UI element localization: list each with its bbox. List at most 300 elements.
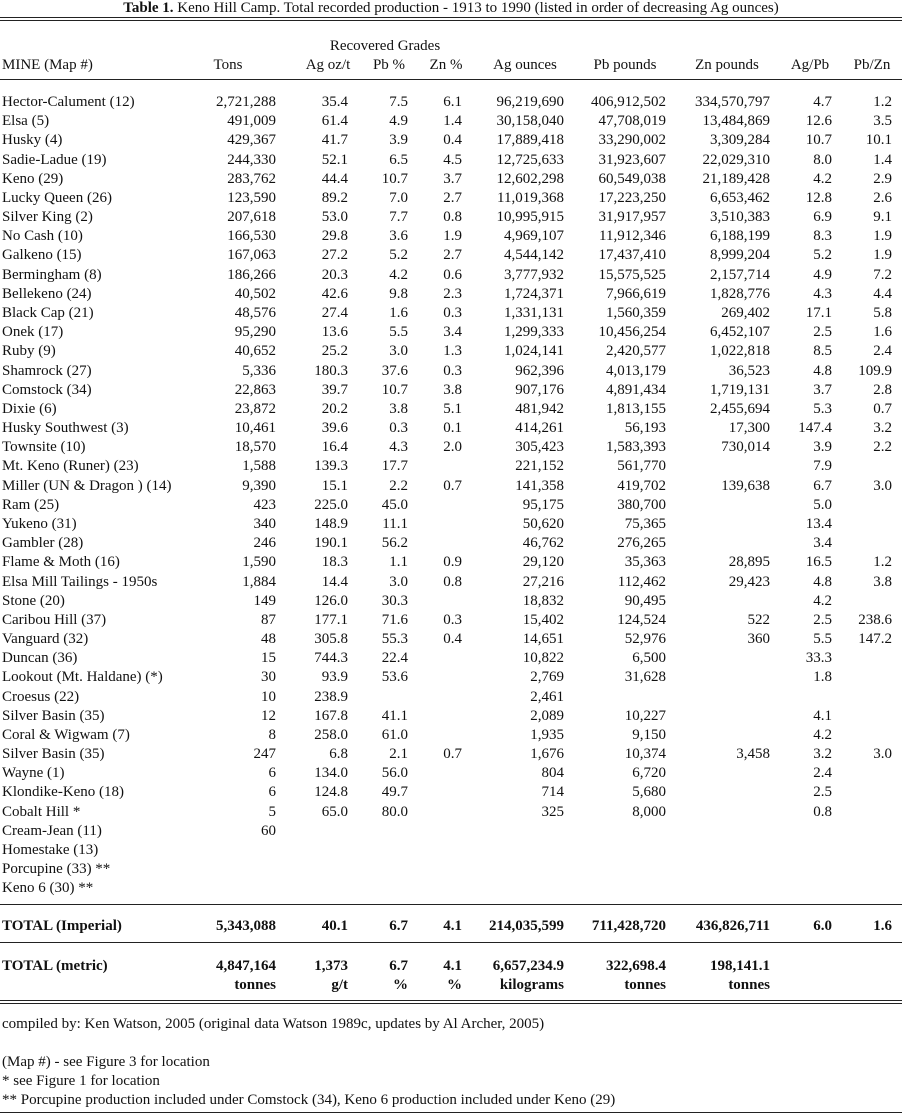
cell-zn-pounds: 28,895 <box>728 554 770 570</box>
cell-pb-grade: 30.3 <box>381 593 408 609</box>
total-metric-pb-pounds: 322,698.4 <box>606 958 666 974</box>
total-imperial-zn-pounds: 436,826,711 <box>695 918 770 934</box>
cell-tons: 95,290 <box>234 324 276 340</box>
cell-pb-grade: 4.3 <box>389 439 408 455</box>
cell-pb-pounds: 17,223,250 <box>598 190 666 206</box>
cell-ag-grade: 20.3 <box>321 267 348 283</box>
cell-ag-ounces: 141,358 <box>515 478 564 494</box>
cell-ag-ounces: 1,935 <box>530 727 564 743</box>
table-title <box>0 0 902 17</box>
bottom-rule-2 <box>0 1003 902 1004</box>
cell-pb-zn: 2.8 <box>873 382 892 398</box>
cell-ag-grade: 39.7 <box>321 382 348 398</box>
cell-pb-grade: 1.6 <box>389 305 408 321</box>
cell-tons: 9,390 <box>242 478 276 494</box>
cell-pb-zn: 0.7 <box>873 401 892 417</box>
cell-zn-grade: 2.7 <box>443 190 462 206</box>
cell-pb-grade: 6.5 <box>389 152 408 168</box>
cell-pb-grade: 5.2 <box>389 247 408 263</box>
cell-zn-grade: 3.8 <box>443 382 462 398</box>
cell-zn-pounds: 8,999,204 <box>710 247 770 263</box>
total-imperial-pb-zn: 1.6 <box>873 918 892 934</box>
cell-ag-pb: 5.5 <box>813 631 832 647</box>
cell-zn-grade: 0.8 <box>443 574 462 590</box>
cell-pb-pounds: 4,013,179 <box>606 363 666 379</box>
cell-mine: Comstock (34) <box>2 382 92 398</box>
cell-pb-grade: 37.6 <box>381 363 408 379</box>
cell-tons: 123,590 <box>227 190 276 206</box>
cell-mine: Wayne (1) <box>2 765 65 781</box>
cell-zn-grade: 0.3 <box>443 612 462 628</box>
cell-pb-pounds: 419,702 <box>617 478 666 494</box>
cell-mine: Black Cap (21) <box>2 305 94 321</box>
cell-ag-grade: 25.2 <box>321 343 348 359</box>
total-metric-pb-grade: 6.7 <box>389 958 408 974</box>
cell-ag-grade: 15.1 <box>321 478 348 494</box>
cell-mine: Vanguard (32) <box>2 631 89 647</box>
cell-mine: Elsa (5) <box>2 113 50 129</box>
cell-pb-grade: 9.8 <box>389 286 408 302</box>
cell-mine: Silver Basin (35) <box>2 708 105 724</box>
cell-mine: Gambler (28) <box>2 535 84 551</box>
cell-ag-grade: 41.7 <box>321 132 348 148</box>
cell-ag-grade: 27.2 <box>321 247 348 263</box>
cell-ag-ounces: 17,889,418 <box>496 132 564 148</box>
cell-ag-pb: 4.1 <box>813 708 832 724</box>
cell-ag-pb: 4.2 <box>813 727 832 743</box>
cell-pb-pounds: 9,150 <box>632 727 666 743</box>
table-title-label: Table 1. <box>123 0 174 16</box>
cell-zn-grade: 1.3 <box>443 343 462 359</box>
cell-tons: 1,588 <box>242 458 276 474</box>
title-rule-bottom <box>0 20 902 21</box>
cell-ag-grade: 27.4 <box>321 305 348 321</box>
metric-rule <box>0 942 902 943</box>
cell-ag-grade: 52.1 <box>321 152 348 168</box>
cell-pb-pounds: 5,680 <box>632 784 666 800</box>
cell-mine: Shamrock (27) <box>2 363 92 379</box>
cell-ag-grade: 65.0 <box>321 804 348 820</box>
cell-ag-pb: 33.3 <box>805 650 832 666</box>
cell-pb-grade: 3.6 <box>389 228 408 244</box>
total-imperial-zn-grade: 4.1 <box>443 918 462 934</box>
cell-pb-pounds: 52,976 <box>624 631 666 647</box>
cell-zn-pounds: 22,029,310 <box>702 152 770 168</box>
total-metric-unit-zn-grade: % <box>447 977 462 993</box>
total-metric-zn-pounds: 198,141.1 <box>710 958 770 974</box>
cell-zn-pounds: 522 <box>747 612 770 628</box>
col-header-zn-pounds: Zn pounds <box>695 57 759 73</box>
cell-pb-pounds: 276,265 <box>617 535 666 551</box>
cell-zn-pounds: 2,455,694 <box>710 401 770 417</box>
total-metric-mine: TOTAL (metric) <box>2 958 108 974</box>
cell-mine: Bellekeno (24) <box>2 286 92 302</box>
cell-pb-grade: 4.9 <box>389 113 408 129</box>
total-imperial-mine: TOTAL (Imperial) <box>2 918 122 934</box>
cell-zn-grade: 0.6 <box>443 267 462 283</box>
cell-pb-zn: 1.9 <box>873 228 892 244</box>
cell-pb-pounds: 31,917,957 <box>598 209 666 225</box>
cell-pb-zn: 1.4 <box>873 152 892 168</box>
cell-ag-grade: 61.4 <box>321 113 348 129</box>
cell-ag-ounces: 305,423 <box>515 439 564 455</box>
cell-ag-pb: 16.5 <box>805 554 832 570</box>
cell-zn-grade: 2.7 <box>443 247 462 263</box>
cell-pb-pounds: 31,628 <box>624 669 666 685</box>
cell-ag-grade: 29.8 <box>321 228 348 244</box>
cell-tons: 244,330 <box>227 152 276 168</box>
cell-ag-pb: 4.2 <box>813 171 832 187</box>
cell-ag-grade: 14.4 <box>321 574 348 590</box>
cell-zn-pounds: 3,510,383 <box>710 209 770 225</box>
cell-ag-pb: 3.7 <box>813 382 832 398</box>
cell-mine: Keno (29) <box>2 171 64 187</box>
cell-ag-grade: 177.1 <box>314 612 348 628</box>
cell-pb-grade: 5.5 <box>389 324 408 340</box>
cell-pb-zn: 3.2 <box>873 420 892 436</box>
cell-pb-zn: 2.2 <box>873 439 892 455</box>
cell-mine: Keno 6 (30) ** <box>2 880 94 896</box>
cell-pb-grade: 3.8 <box>389 401 408 417</box>
cell-tons: 340 <box>253 516 276 532</box>
cell-pb-grade: 41.1 <box>381 708 408 724</box>
col-header-ag-ounces: Ag ounces <box>493 57 557 73</box>
cell-pb-pounds: 15,575,525 <box>598 267 666 283</box>
cell-pb-pounds: 1,813,155 <box>606 401 666 417</box>
cell-pb-pounds: 4,891,434 <box>606 382 666 398</box>
cell-mine: Elsa Mill Tailings - 1950s <box>2 574 158 590</box>
cell-tons: 149 <box>253 593 276 609</box>
cell-tons: 40,502 <box>234 286 276 302</box>
cell-ag-pb: 5.3 <box>813 401 832 417</box>
cell-ag-ounces: 4,544,142 <box>504 247 564 263</box>
recovered-grades-header: Recovered Grades <box>329 38 441 54</box>
cell-mine: Caribou Hill (37) <box>2 612 107 628</box>
cell-mine: Hector-Calument (12) <box>2 94 135 110</box>
cell-pb-pounds: 11,912,346 <box>599 228 666 244</box>
cell-ag-pb: 5.2 <box>813 247 832 263</box>
total-metric-unit-pb-grade: % <box>393 977 408 993</box>
cell-tons: 30 <box>261 669 276 685</box>
cell-pb-grade: 61.0 <box>381 727 408 743</box>
cell-ag-ounces: 2,461 <box>530 689 564 705</box>
cell-ag-grade: 180.3 <box>314 363 348 379</box>
cell-pb-pounds: 7,966,619 <box>606 286 666 302</box>
cell-zn-grade: 3.7 <box>443 171 462 187</box>
cell-ag-grade: 167.8 <box>314 708 348 724</box>
cell-ag-pb: 3.2 <box>813 746 832 762</box>
cell-ag-pb: 13.4 <box>805 516 832 532</box>
cell-zn-grade: 6.1 <box>443 94 462 110</box>
cell-tons: 2,721,288 <box>216 94 276 110</box>
total-metric-unit-ag-grade: g/t <box>331 977 348 993</box>
cell-pb-grade: 71.6 <box>381 612 408 628</box>
cell-zn-pounds: 139,638 <box>721 478 770 494</box>
cell-pb-zn: 3.8 <box>873 574 892 590</box>
total-metric-tons: 4,847,164 <box>216 958 276 974</box>
cell-ag-ounces: 12,602,298 <box>496 171 564 187</box>
cell-ag-pb: 7.9 <box>813 458 832 474</box>
cell-ag-ounces: 907,176 <box>515 382 564 398</box>
cell-pb-grade: 56.2 <box>381 535 408 551</box>
cell-ag-grade: 305.8 <box>314 631 348 647</box>
cell-ag-pb: 8.3 <box>813 228 832 244</box>
cell-tons: 87 <box>261 612 276 628</box>
cell-ag-grade: 16.4 <box>321 439 348 455</box>
cell-zn-grade: 0.3 <box>443 363 462 379</box>
col-header-pb-grade: Pb % <box>372 57 406 73</box>
cell-ag-ounces: 1,299,333 <box>504 324 564 340</box>
cell-pb-pounds: 10,227 <box>624 708 666 724</box>
title-rule-top <box>0 17 902 18</box>
cell-ag-pb: 4.9 <box>813 267 832 283</box>
cell-tons: 48 <box>261 631 276 647</box>
cell-mine: Bermingham (8) <box>2 267 102 283</box>
cell-pb-pounds: 75,365 <box>624 516 666 532</box>
cell-ag-grade: 44.4 <box>321 171 348 187</box>
cell-tons: 186,266 <box>227 267 276 283</box>
cell-pb-grade: 55.3 <box>381 631 408 647</box>
total-metric-zn-grade: 4.1 <box>443 958 462 974</box>
cell-mine: Dixie (6) <box>2 401 57 417</box>
footer-rule <box>0 1112 902 1113</box>
cell-pb-grade: 17.7 <box>381 458 408 474</box>
cell-ag-pb: 10.7 <box>805 132 832 148</box>
cell-tons: 1,590 <box>242 554 276 570</box>
cell-pb-pounds: 6,500 <box>632 650 666 666</box>
cell-ag-ounces: 10,995,915 <box>496 209 564 225</box>
cell-tons: 246 <box>253 535 276 551</box>
cell-zn-grade: 0.7 <box>443 746 462 762</box>
cell-zn-pounds: 1,022,818 <box>710 343 770 359</box>
cell-zn-pounds: 3,458 <box>736 746 770 762</box>
col-header-tons: Tons <box>213 57 243 73</box>
cell-tons: 429,367 <box>227 132 276 148</box>
cell-pb-pounds: 33,290,002 <box>598 132 666 148</box>
cell-mine: No Cash (10) <box>2 228 83 244</box>
cell-tons: 23,872 <box>234 401 276 417</box>
cell-ag-grade: 6.8 <box>329 746 348 762</box>
cell-tons: 1,884 <box>242 574 276 590</box>
cell-ag-ounces: 804 <box>541 765 564 781</box>
cell-pb-grade: 4.2 <box>389 267 408 283</box>
cell-zn-grade: 2.0 <box>443 439 462 455</box>
cell-tons: 60 <box>261 823 276 839</box>
cell-pb-grade: 49.7 <box>381 784 408 800</box>
cell-tons: 18,570 <box>234 439 276 455</box>
cell-pb-grade: 3.0 <box>389 574 408 590</box>
cell-ag-grade: 225.0 <box>314 497 348 513</box>
cell-ag-ounces: 2,089 <box>530 708 564 724</box>
cell-tons: 48,576 <box>234 305 276 321</box>
cell-mine: Mt. Keno (Runer) (23) <box>2 458 139 474</box>
cell-tons: 283,762 <box>227 171 276 187</box>
cell-mine: Cobalt Hill * <box>2 804 81 820</box>
cell-tons: 40,652 <box>234 343 276 359</box>
total-metric-unit-ag-ounces: kilograms <box>499 977 564 993</box>
cell-pb-zn: 1.6 <box>873 324 892 340</box>
cell-ag-ounces: 414,261 <box>515 420 564 436</box>
cell-pb-grade: 10.7 <box>381 171 408 187</box>
cell-mine: Silver King (2) <box>2 209 93 225</box>
cell-zn-grade: 4.5 <box>443 152 462 168</box>
cell-ag-pb: 2.5 <box>813 784 832 800</box>
cell-tons: 6 <box>268 765 276 781</box>
cell-ag-pb: 2.5 <box>813 324 832 340</box>
cell-pb-grade: 7.7 <box>389 209 408 225</box>
cell-ag-grade: 18.3 <box>321 554 348 570</box>
cell-ag-pb: 2.4 <box>813 765 832 781</box>
cell-ag-pb: 6.7 <box>813 478 832 494</box>
total-rule <box>0 904 902 905</box>
cell-pb-zn: 1.2 <box>873 94 892 110</box>
cell-pb-grade: 2.1 <box>389 746 408 762</box>
cell-zn-pounds: 1,828,776 <box>710 286 770 302</box>
cell-mine: Ruby (9) <box>2 343 56 359</box>
total-imperial-tons: 5,343,088 <box>216 918 276 934</box>
cell-tons: 8 <box>268 727 276 743</box>
cell-mine: Sadie-Ladue (19) <box>2 152 107 168</box>
cell-tons: 6 <box>268 784 276 800</box>
cell-ag-grade: 39.6 <box>321 420 348 436</box>
col-header-mine: MINE (Map #) <box>2 57 93 73</box>
cell-ag-ounces: 962,396 <box>515 363 564 379</box>
cell-mine: Croesus (22) <box>2 689 80 705</box>
cell-zn-pounds: 21,189,428 <box>702 171 770 187</box>
cell-ag-ounces: 95,175 <box>522 497 564 513</box>
cell-ag-grade: 190.1 <box>314 535 348 551</box>
cell-ag-pb: 5.0 <box>813 497 832 513</box>
cell-pb-pounds: 124,524 <box>617 612 666 628</box>
cell-pb-pounds: 90,495 <box>624 593 666 609</box>
cell-pb-zn: 109.9 <box>858 363 892 379</box>
total-imperial-ag-ounces: 214,035,599 <box>489 918 564 934</box>
cell-ag-grade: 134.0 <box>314 765 348 781</box>
footnote-map-number: (Map #) - see Figure 3 for location <box>2 1054 210 1070</box>
cell-ag-ounces: 46,762 <box>522 535 564 551</box>
cell-pb-zn: 147.2 <box>858 631 892 647</box>
cell-pb-zn: 9.1 <box>873 209 892 225</box>
cell-mine: Stone (20) <box>2 593 65 609</box>
cell-pb-zn: 2.9 <box>873 171 892 187</box>
cell-pb-zn: 3.0 <box>873 746 892 762</box>
cell-zn-pounds: 17,300 <box>728 420 770 436</box>
cell-zn-grade: 0.3 <box>443 305 462 321</box>
cell-mine: Flame & Moth (16) <box>2 554 120 570</box>
cell-zn-grade: 0.4 <box>443 631 462 647</box>
cell-tons: 22,863 <box>234 382 276 398</box>
cell-pb-pounds: 17,437,410 <box>598 247 666 263</box>
footnote-compiled: compiled by: Ken Watson, 2005 (original data Watson 1989c, updates by Al Archer, 2005) <box>2 1016 545 1032</box>
cell-pb-grade: 0.3 <box>389 420 408 436</box>
col-header-ag-pb: Ag/Pb <box>790 57 830 73</box>
cell-ag-ounces: 50,620 <box>522 516 564 532</box>
cell-zn-grade: 1.4 <box>443 113 462 129</box>
cell-ag-ounces: 12,725,633 <box>496 152 564 168</box>
cell-ag-grade: 126.0 <box>314 593 348 609</box>
cell-ag-ounces: 1,676 <box>530 746 564 762</box>
cell-tons: 5 <box>268 804 276 820</box>
total-imperial-pb-pounds: 711,428,720 <box>591 918 666 934</box>
cell-ag-pb: 4.7 <box>813 94 832 110</box>
cell-pb-pounds: 406,912,502 <box>591 94 666 110</box>
cell-zn-pounds: 13,484,869 <box>702 113 770 129</box>
cell-mine: Klondike-Keno (18) <box>2 784 125 800</box>
cell-pb-pounds: 1,583,393 <box>606 439 666 455</box>
cell-mine: Townsite (10) <box>2 439 86 455</box>
cell-tons: 247 <box>253 746 276 762</box>
cell-ag-pb: 0.8 <box>813 804 832 820</box>
cell-ag-ounces: 14,651 <box>522 631 564 647</box>
cell-zn-pounds: 36,523 <box>728 363 770 379</box>
cell-tons: 10 <box>261 689 276 705</box>
cell-pb-zn: 3.5 <box>873 113 892 129</box>
cell-mine: Duncan (36) <box>2 650 78 666</box>
col-header-pb-pounds: Pb pounds <box>593 57 657 73</box>
cell-ag-ounces: 29,120 <box>522 554 564 570</box>
cell-ag-grade: 124.8 <box>314 784 348 800</box>
col-header-ag-grade: Ag oz/t <box>305 57 351 73</box>
cell-ag-ounces: 2,769 <box>530 669 564 685</box>
cell-ag-ounces: 30,158,040 <box>496 113 564 129</box>
cell-pb-pounds: 10,374 <box>624 746 666 762</box>
cell-mine: Porcupine (33) ** <box>2 861 111 877</box>
cell-mine: Homestake (13) <box>2 842 99 858</box>
cell-ag-pb: 1.8 <box>813 669 832 685</box>
cell-ag-pb: 3.4 <box>813 535 832 551</box>
cell-ag-ounces: 714 <box>541 784 564 800</box>
cell-tons: 207,618 <box>227 209 276 225</box>
cell-tons: 5,336 <box>242 363 276 379</box>
cell-pb-zn: 238.6 <box>858 612 892 628</box>
col-header-zn-grade: Zn % <box>429 57 463 73</box>
cell-zn-pounds: 29,423 <box>728 574 770 590</box>
cell-mine: Cream-Jean (11) <box>2 823 102 839</box>
cell-pb-zn: 3.0 <box>873 478 892 494</box>
cell-pb-zn: 1.2 <box>873 554 892 570</box>
cell-zn-grade: 0.7 <box>443 478 462 494</box>
cell-pb-pounds: 380,700 <box>617 497 666 513</box>
cell-ag-pb: 12.6 <box>805 113 832 129</box>
cell-mine: Galkeno (15) <box>2 247 82 263</box>
cell-ag-pb: 147.4 <box>798 420 832 436</box>
cell-zn-grade: 5.1 <box>443 401 462 417</box>
cell-zn-grade: 2.3 <box>443 286 462 302</box>
cell-ag-ounces: 1,331,131 <box>504 305 564 321</box>
cell-ag-ounces: 3,777,932 <box>504 267 564 283</box>
cell-pb-grade: 7.5 <box>389 94 408 110</box>
cell-ag-ounces: 325 <box>541 804 564 820</box>
cell-ag-grade: 744.3 <box>314 650 348 666</box>
bottom-rule-1 <box>0 1000 902 1001</box>
footnote-star: * see Figure 1 for location <box>2 1073 160 1089</box>
cell-pb-zn: 1.9 <box>873 247 892 263</box>
cell-zn-pounds: 2,157,714 <box>710 267 770 283</box>
cell-pb-zn: 2.6 <box>873 190 892 206</box>
cell-ag-ounces: 4,969,107 <box>504 228 564 244</box>
cell-zn-grade: 0.1 <box>443 420 462 436</box>
cell-pb-pounds: 56,193 <box>624 420 666 436</box>
total-metric-unit-tons: tonnes <box>234 977 276 993</box>
cell-pb-grade: 3.0 <box>389 343 408 359</box>
cell-mine: Onek (17) <box>2 324 64 340</box>
cell-zn-grade: 0.9 <box>443 554 462 570</box>
cell-ag-grade: 35.4 <box>321 94 348 110</box>
table-title-text: Keno Hill Camp. Total recorded production - 1913 to 1990 (listed in order of decreasing Ag ounces) <box>177 0 779 16</box>
cell-zn-pounds: 3,309,284 <box>710 132 770 148</box>
cell-tons: 10,461 <box>234 420 276 436</box>
cell-ag-grade: 42.6 <box>321 286 348 302</box>
